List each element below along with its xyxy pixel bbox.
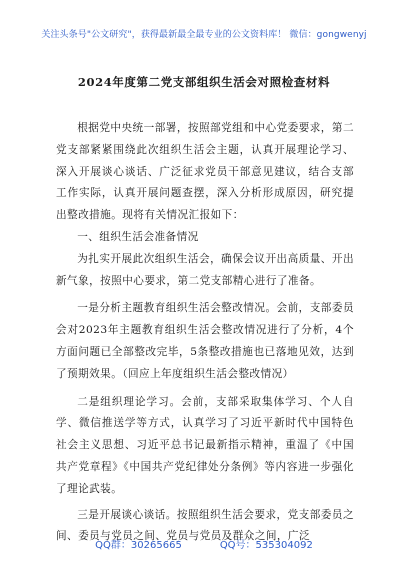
qq-number: QQ号：535304092	[219, 540, 313, 551]
paragraph-intro: 根据党中央统一部署，按照部党组和中心党委要求，第二党支部紧紧围绕此次组织生活会主题，认真开展理论学习、深入开展谈心谈话、广泛征求党员干部意见建议，结合支部工作实际，认真开展问题查摆，深入分析形成原因，研究提出整改措施。现将有关情况汇报如下：	[56, 122, 354, 222]
promo-banner: 关注头条号"公文研究"，获得最新最全最专业的公文资料库！ 微信：gongwenyj	[41, 30, 367, 40]
paragraph: 一是分析主题教育组织生活会整改情况。会前，支部委员会对2023年主题教育组织生活会整改情况进行了分析，4个方面问题已全部整改完毕，5条整改措施也已落地见效，达到了预期效果。（回应上年度组织生活会整改情况）	[56, 302, 354, 380]
footer-contact	[0, 536, 408, 551]
paragraph: 为扎实开展此次组织生活会，确保会议开出高质量、开出新气象，按照中心要求，第二党支部精心进行了准备。	[56, 252, 354, 287]
section-heading: 一、组织生活会准备情况	[77, 230, 199, 243]
document-title: 2024年度第二党支部组织生活会对照检查材料	[77, 75, 331, 89]
document-body	[56, 118, 354, 548]
paragraph: 三是开展谈心谈话。按照组织生活会要求，党支部委员之间、委员与党员之间、党员与党员及群众之间，广泛	[56, 508, 354, 543]
qq-group: QQ群：30265665	[95, 540, 182, 551]
paragraph: 二是组织理论学习。会前，支部采取集体学习、个人自学、微信推送学等方式，认真学习了习近平新时代中国特色社会主义思想、习近平总书记最新指示精神，重温了《中国共产党章程》《中国共产党纪律处分条例》等内容进一步强化了理论武装。	[56, 395, 354, 495]
